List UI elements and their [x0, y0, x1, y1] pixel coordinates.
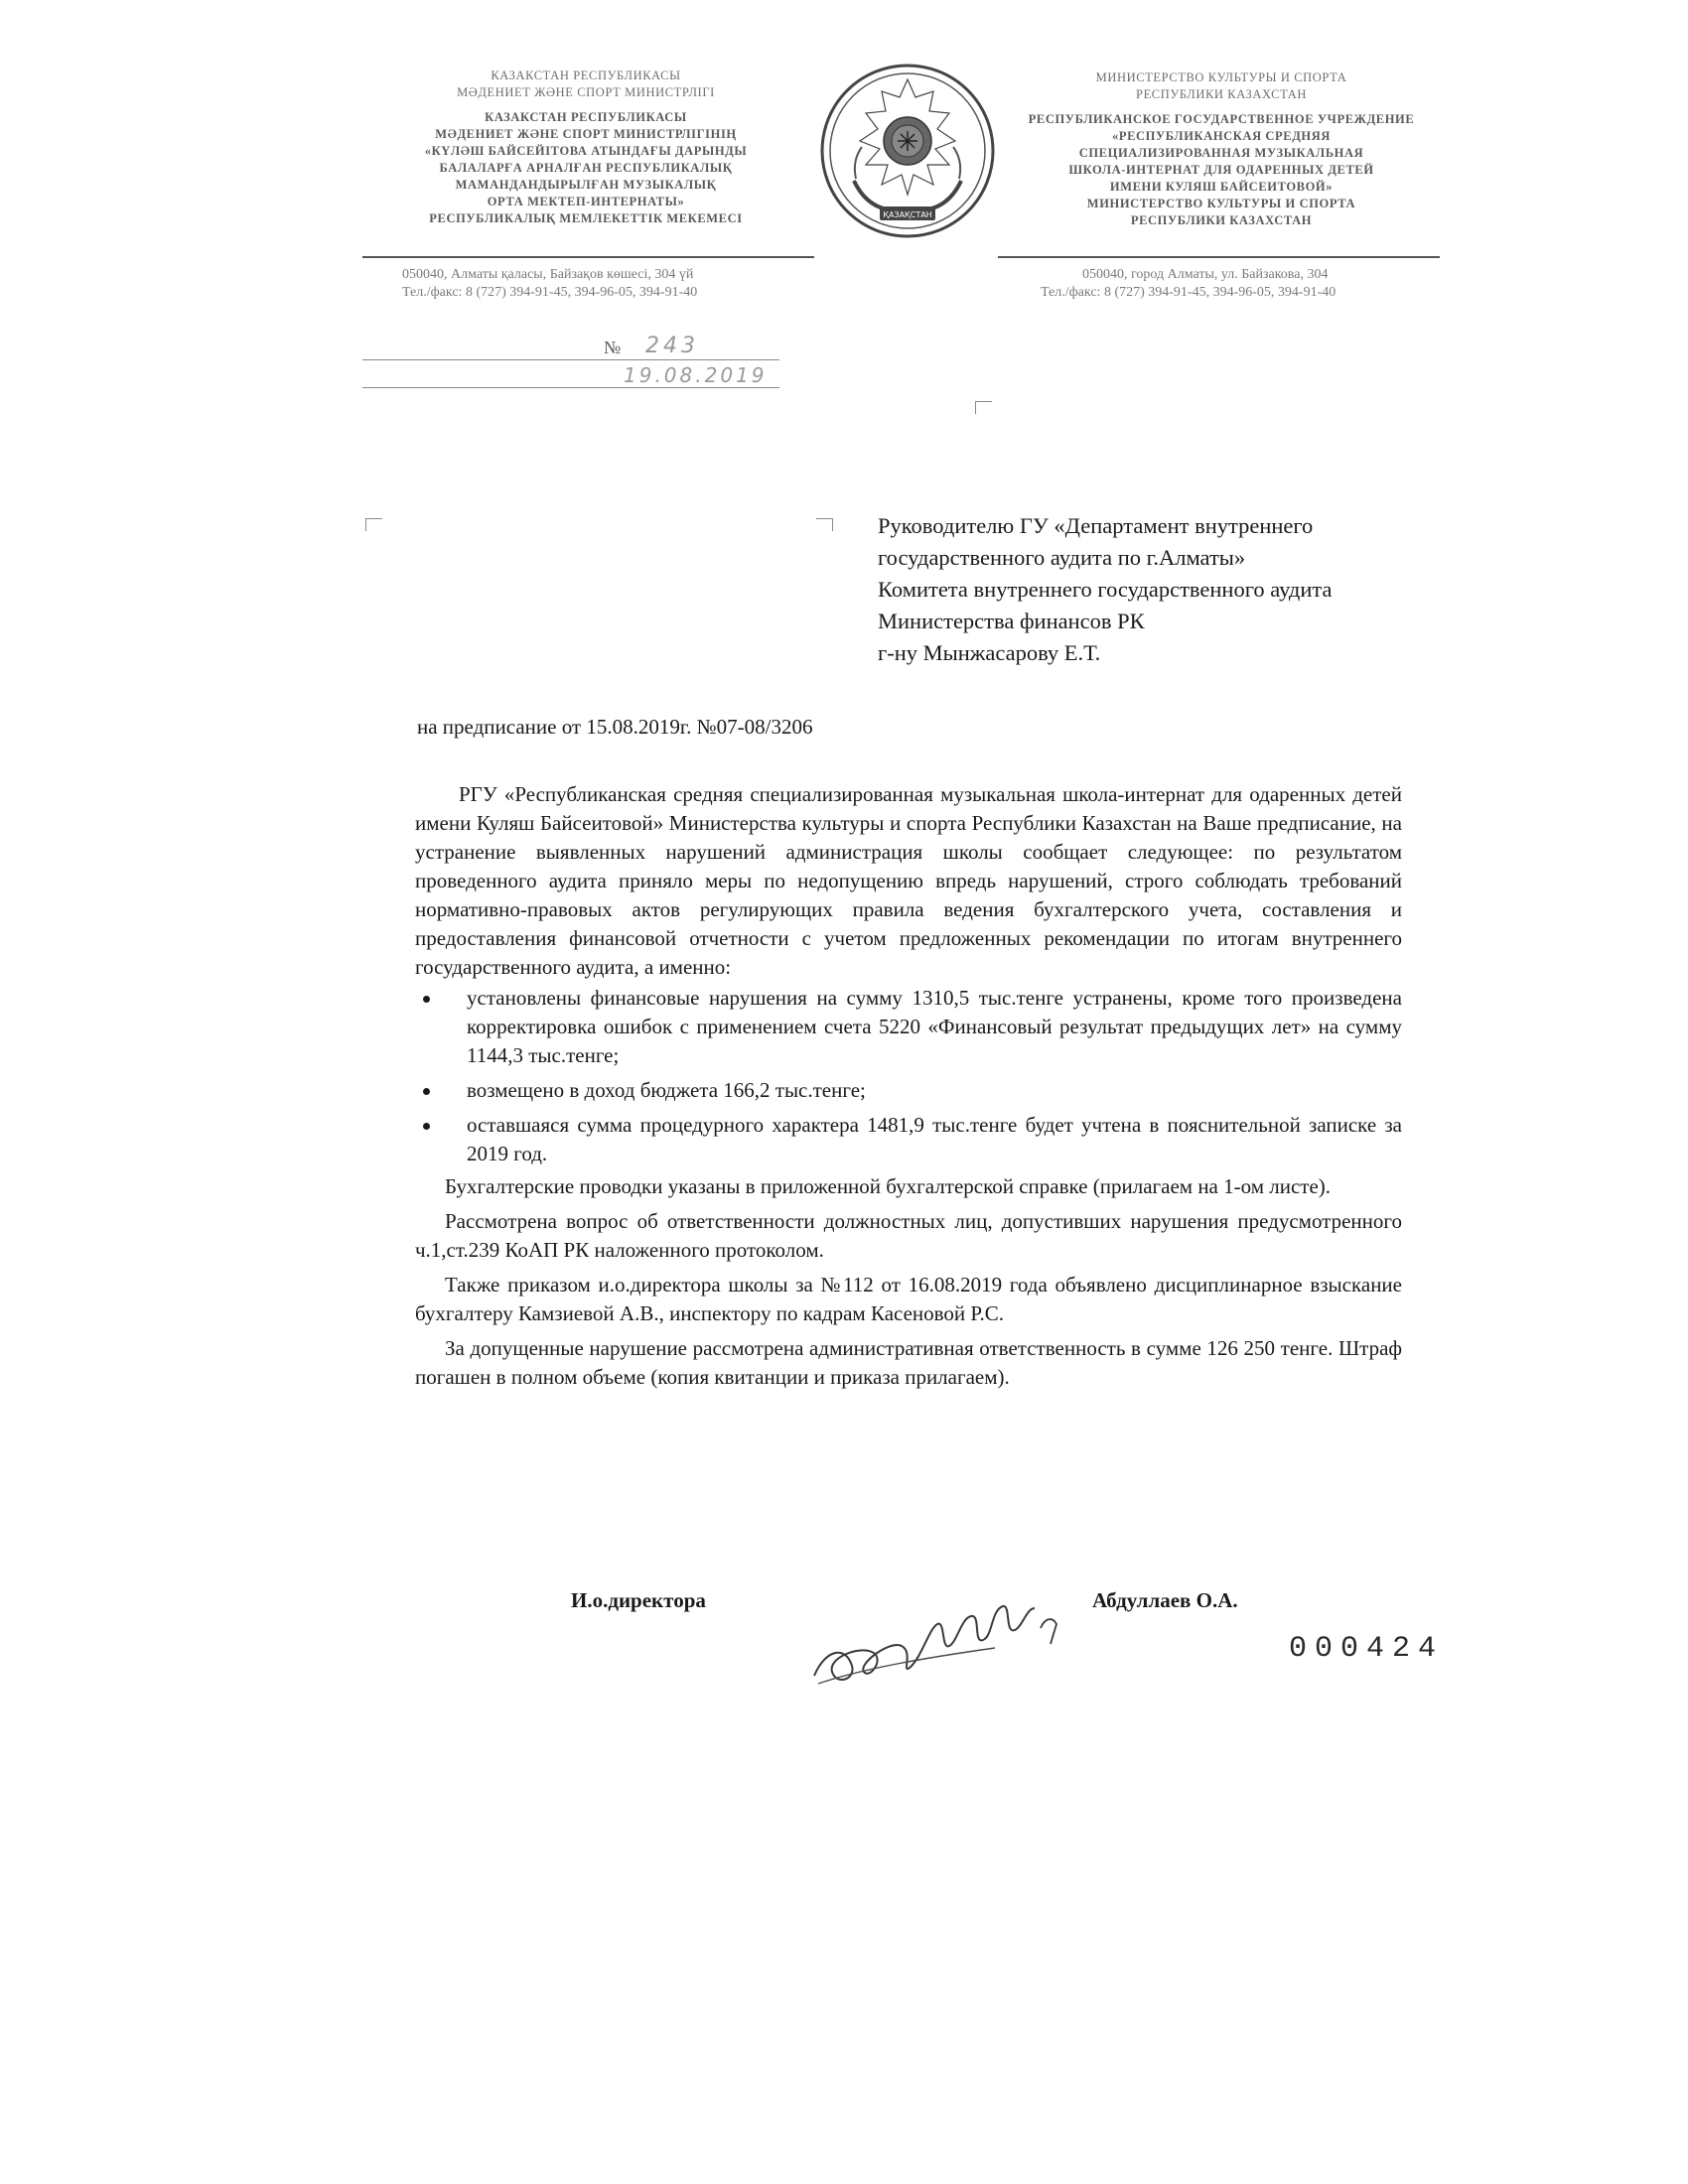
bullet-icon	[423, 1123, 430, 1130]
ministry-name-ru-line2: РЕСПУБЛИКИ КАЗАХСТАН	[1136, 87, 1307, 101]
address-kz	[402, 266, 697, 302]
body-intro-paragraph: РГУ «Республиканская средняя специализированная музыкальная школа-интернат для одаренных детей имени Куляш Байсеитовой» Министерства культуры и спорта Республики Казахстан на Ваше предписание, на устранение выявленных нарушений администрация школы сообщает следующее: по результатом проведенного аудита приняло меры по недопущению впредь нарушений, строго соблюдать требований нормативно-правовых актов регулирующих правила ведения бухгалтерского учета, составления и предоставления финансовой отчетности с учетом предложенных рекомендации по итогам внутреннего государственного аудита, а именно:	[415, 782, 1402, 979]
header-divider-left	[362, 256, 814, 258]
list-item-text: оставшаяся сумма процедурного характера 1481,9 тыс.тенге будет учтена в пояснительной записке за 2019 год.	[467, 1113, 1402, 1165]
ministry-name-kz-line2: МӘДЕНИЕТ ЖӘНЕ СПОРТ МИНИСТРЛІГІ	[457, 85, 715, 99]
signature-icon	[806, 1588, 1064, 1698]
emblem-ribbon-text: ҚАЗАҚСТАН	[883, 210, 932, 219]
list-item	[415, 1076, 1402, 1105]
registration-date-value: 19.08.2019	[624, 363, 768, 387]
list-item-text: установлены финансовые нарушения на сумму 1310,5 тыс.тенге устранены, кроме того произведена корректировка ошибок с применением счета 5220 «Финансовый результат предыдущих лет» на сумму 1144,3 тыс.тенге;	[467, 986, 1402, 1067]
signatory-name: Абдуллаев О.А.	[1092, 1588, 1238, 1612]
list-item	[415, 984, 1402, 1070]
addressee-line: Комитета внутреннего государственного аудита	[878, 577, 1333, 602]
body-paragraph: За допущенные нарушение рассмотрена административная ответственность в сумме 126 250 тенге. Штраф погашен в полном объеме (копия квитанции и приказа прилагаем).	[415, 1336, 1402, 1389]
letter-subject: на предписание от 15.08.2019г. №07-08/3206	[417, 715, 813, 739]
org-name-ru-line: МИНИСТЕРСТВО КУЛЬТУРЫ И СПОРТА	[1086, 197, 1356, 210]
address-corner-mark	[816, 518, 833, 531]
org-name-ru-line: РЕСПУБЛИКИ КАЗАХСТАН	[1130, 213, 1313, 227]
body-paragraph: Бухгалтерские проводки указаны в приложенной бухгалтерской справке (прилагаем на 1-ом листе).	[445, 1174, 1332, 1198]
org-name-kz-line: МАМАНДАНДЫРЫЛҒАН МУЗЫКАЛЫҚ	[455, 178, 717, 192]
ministry-name-ru-line1: МИНИСТЕРСТВО КУЛЬТУРЫ И СПОРТА	[1095, 70, 1347, 84]
handwritten-signature	[806, 1588, 1064, 1698]
addressee-line: г-ну Мынжасарову Е.Т.	[878, 640, 1101, 665]
org-name-ru-line: ШКОЛА-ИНТЕРНАТ ДЛЯ ОДАРЕННЫХ ДЕТЕЙ	[1068, 163, 1374, 177]
state-emblem	[818, 62, 997, 240]
bullet-icon	[423, 1088, 430, 1095]
org-name-ru-line: РЕСПУБЛИКАНСКОЕ ГОСУДАРСТВЕННОЕ УЧРЕЖДЕНИЕ	[1028, 112, 1415, 126]
org-name-ru-line: СПЕЦИАЛИЗИРОВАННАЯ МУЗЫКАЛЬНАЯ	[1078, 146, 1364, 160]
document-serial-number: 000424	[1289, 1632, 1445, 1666]
measures-list	[415, 984, 1402, 1168]
phone-kz: Тел./факс: 8 (727) 394-91-45, 394-96-05, 394-91-40	[402, 285, 698, 300]
org-name-kz-line: ОРТА МЕКТЕП-ИНТЕРНАТЫ»	[487, 195, 685, 208]
body-paragraph: Также приказом и.о.директора школы за №112 от 16.08.2019 года объявлено дисциплинарное взыскание бухгалтеру Камзиевой А.В., инспектору по кадрам Касеновой Р.С.	[415, 1273, 1402, 1325]
org-name-kz-line: МӘДЕНИЕТ ЖӘНЕ СПОРТ МИНИСТРЛІГІНІҢ	[435, 127, 737, 141]
list-item	[415, 1111, 1402, 1168]
address-ru	[1041, 266, 1336, 302]
org-name-kz-line: КАЗАКСТАН РЕСПУБЛИКАСЫ	[485, 110, 687, 124]
letter-body	[415, 780, 1402, 1392]
addressee-line: Министерства финансов РК	[878, 609, 1145, 633]
list-item-text: возмещено в доход бюджета 166,2 тыс.тенге;	[467, 1078, 866, 1102]
header-right	[1003, 69, 1440, 229]
address-ru-street: 050040, город Алматы, ул. Байзакова, 304	[1082, 267, 1329, 282]
address-kz-street: 050040, Алматы қаласы, Байзақов көшесі, 304 үй	[402, 267, 694, 282]
org-name-ru-line: «РЕСПУБЛИКАНСКАЯ СРЕДНЯЯ	[1112, 129, 1331, 143]
org-name-kz-line: БАЛАЛАРҒА АРНАЛҒАН РЕСПУБЛИКАЛЫҚ	[439, 161, 733, 175]
bullet-icon	[423, 996, 430, 1003]
registration-number-line	[362, 359, 779, 360]
body-paragraph: Рассмотрена вопрос об ответственности должностных лиц, допустивших нарушения предусмотренного ч.1,ст.239 КоАП РК наложенного протоколом.	[415, 1209, 1402, 1262]
signatory-title: И.о.директора	[571, 1588, 706, 1612]
address-corner-mark	[365, 518, 382, 531]
header-left	[387, 68, 784, 227]
registration-number-value: 243	[645, 334, 699, 358]
addressee-block	[878, 510, 1333, 669]
addressee-line: Руководителю ГУ «Департамент внутреннего	[878, 513, 1314, 538]
ministry-name-kz-line1: КАЗАКСТАН РЕСПУБЛИКАСЫ	[491, 68, 681, 82]
org-name-kz-line: «КҮЛӘШ БАЙСЕЙІТОВА АТЫНДАҒЫ ДАРЫНДЫ	[424, 144, 748, 158]
phone-ru: Тел./факс: 8 (727) 394-91-45, 394-96-05, 394-91-40	[1041, 285, 1336, 300]
header-divider-right	[998, 256, 1440, 258]
registration-date-line	[362, 387, 779, 388]
address-corner-mark	[975, 401, 992, 414]
addressee-line: государственного аудита по г.Алматы»	[878, 545, 1246, 570]
org-name-kz-line: РЕСПУБЛИКАЛЫҚ МЕМЛЕКЕТТІК МЕКЕМЕСІ	[429, 211, 743, 225]
registration-number-label: №	[604, 338, 622, 357]
emblem-icon	[818, 62, 997, 240]
org-name-ru-line: ИМЕНИ КУЛЯШ БАЙСЕИТОВОЙ»	[1109, 180, 1334, 194]
